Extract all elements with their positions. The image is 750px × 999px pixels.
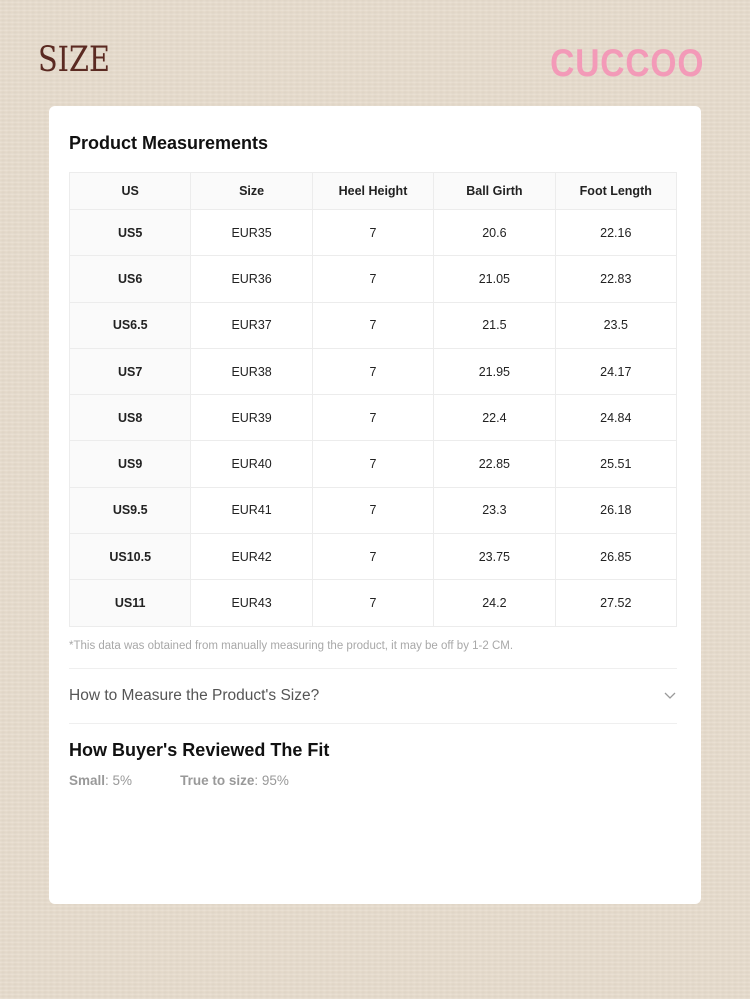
table-cell: 20.6: [434, 210, 555, 256]
table-cell: 23.75: [434, 534, 555, 580]
table-cell: 22.85: [434, 441, 555, 487]
table-cell: EUR42: [191, 534, 312, 580]
table-row: [70, 210, 677, 256]
table-cell: 7: [312, 441, 433, 487]
table-cell: EUR36: [191, 256, 312, 302]
column-header-ball-girth: Ball Girth: [434, 173, 555, 210]
table-cell: US7: [70, 348, 191, 394]
fit-review-row: [69, 773, 337, 788]
brand-size-title: SIZE: [38, 40, 110, 80]
table-cell: EUR40: [191, 441, 312, 487]
table-cell: 22.4: [434, 395, 555, 441]
table-cell: 23.5: [555, 302, 676, 348]
table-cell: 21.05: [434, 256, 555, 302]
table-cell: 27.52: [555, 580, 676, 626]
fit-small-value: 5%: [112, 773, 133, 788]
fit-true-to-size-value: 95%: [261, 773, 289, 788]
table-row: [70, 348, 677, 394]
table-row: [70, 441, 677, 487]
table-cell: 22.16: [555, 210, 676, 256]
table-cell: 7: [312, 302, 433, 348]
section-title: Product Measurements: [69, 133, 269, 153]
table-cell: US11: [70, 580, 191, 626]
fit-true-to-size: True to size: 95%: [180, 773, 289, 788]
table-cell: EUR39: [191, 395, 312, 441]
table-cell: 7: [312, 580, 433, 626]
table-cell: 7: [312, 487, 433, 533]
table-cell: 24.2: [434, 580, 555, 626]
divider: [69, 723, 677, 724]
table-cell: US10.5: [70, 534, 191, 580]
column-header-heel-height: Heel Height: [312, 173, 433, 210]
table-row: [70, 534, 677, 580]
table-cell: 24.17: [555, 348, 676, 394]
table-cell: 7: [312, 256, 433, 302]
table-cell: 24.84: [555, 395, 676, 441]
table-cell: EUR38: [191, 348, 312, 394]
table-row: [70, 580, 677, 626]
table-cell: EUR43: [191, 580, 312, 626]
table-row: [70, 487, 677, 533]
fit-small-label: Small: [69, 773, 106, 788]
table-cell: US6.5: [70, 302, 191, 348]
table-cell: US8: [70, 395, 191, 441]
table-cell: 7: [312, 395, 433, 441]
chevron-down-icon[interactable]: [663, 689, 677, 703]
table-cell: 7: [312, 210, 433, 256]
table-cell: US9.5: [70, 487, 191, 533]
table-cell: 7: [312, 348, 433, 394]
table-cell: 22.83: [555, 256, 676, 302]
table-cell: 21.5: [434, 302, 555, 348]
table-cell: 21.95: [434, 348, 555, 394]
table-cell: EUR37: [191, 302, 312, 348]
table-cell: 7: [312, 534, 433, 580]
how-to-measure-accordion[interactable]: [69, 669, 677, 723]
fit-true-to-size-label: True to size: [180, 773, 255, 788]
table-row: [70, 302, 677, 348]
measurement-note: *This data was obtained from manually measuring the product, it may be off by 1-2 CM.: [69, 640, 514, 652]
column-header-us: US: [70, 173, 191, 210]
size-card: [49, 106, 701, 904]
table-cell: 25.51: [555, 441, 676, 487]
how-to-measure-label: How to Measure the Product's Size?: [69, 687, 320, 704]
column-header-size: Size: [191, 173, 312, 210]
column-header-foot-length: Foot Length: [555, 173, 676, 210]
table-cell: 26.18: [555, 487, 676, 533]
table-cell: US6: [70, 256, 191, 302]
table-row: [70, 256, 677, 302]
table-cell: EUR35: [191, 210, 312, 256]
table-cell: 26.85: [555, 534, 676, 580]
measurements-table: [69, 172, 677, 627]
fit-small: Small: 5%: [69, 773, 133, 788]
table-header-row: [70, 173, 677, 210]
table-cell: EUR41: [191, 487, 312, 533]
table-row: [70, 395, 677, 441]
table-cell: US9: [70, 441, 191, 487]
table-cell: US5: [70, 210, 191, 256]
fit-review-title: How Buyer's Reviewed The Fit: [69, 740, 330, 760]
table-cell: 23.3: [434, 487, 555, 533]
brand-logo: CUCCOO: [549, 42, 704, 85]
